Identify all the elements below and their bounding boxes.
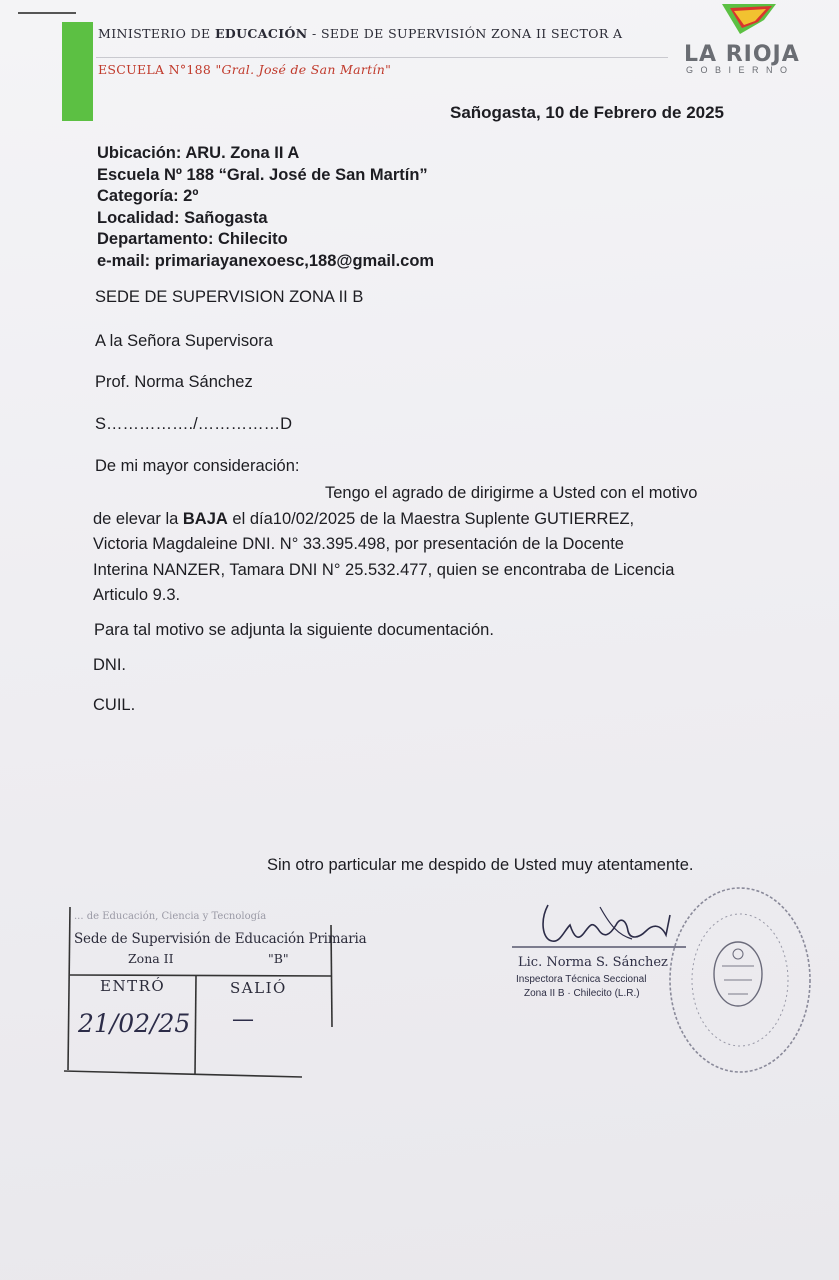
salutation: De mi mayor consideración: <box>95 457 300 475</box>
signer-name: Lic. Norma S. Sánchez <box>518 955 668 970</box>
closing-line: Sin otro particular me despido de Usted muy atentamente. <box>267 856 694 874</box>
logo-subtitle: GOBIERNO <box>686 65 795 75</box>
body-line-5: Articulo 9.3. <box>93 586 181 605</box>
body-line-1: Tengo el agrado de dirigirme a Usted con el motivo <box>325 484 698 502</box>
body-line-2c: el día10/02/2025 de la Maestra Suplente GUTIERREZ, <box>227 509 635 528</box>
ministry-header <box>98 26 622 41</box>
attachments-intro: Para tal motivo se adjunta la siguiente documentación. <box>94 621 494 639</box>
stamp-zona-left: Zona II <box>128 951 174 966</box>
header-rule <box>96 57 668 58</box>
school-header <box>98 62 391 77</box>
stamp-zona-right: "B" <box>268 951 289 966</box>
info-departamento: Departamento: Chilecito <box>97 230 288 249</box>
logo-text: LA RIOJA <box>684 42 800 67</box>
attachment-dni: DNI. <box>93 656 126 674</box>
recipient-office: SEDE DE SUPERVISION ZONA II B <box>95 288 364 306</box>
ministry-prefix: MINISTERIO DE <box>98 26 215 41</box>
letterhead-green-bar <box>62 22 93 121</box>
official-round-seal-icon <box>662 870 817 1080</box>
ministry-bold: EDUCACIÓN <box>214 26 308 41</box>
ministry-rest: - SEDE DE SUPERVISIÓN ZONA II SECTOR A <box>307 26 623 41</box>
body-line-4: Interina NANZER, Tamara DNI N° 25.532.477, quien se encontraba de Licencia <box>93 560 675 579</box>
body-line-2a: de elevar la <box>93 509 183 528</box>
signer-zone: Zona II B · Chilecito (L.R.) <box>524 988 640 999</box>
recipient-name: Prof. Norma Sánchez <box>95 373 253 391</box>
signer-role: Inspectora Técnica Seccional <box>516 974 647 985</box>
info-localidad: Localidad: Sañogasta <box>97 208 268 227</box>
letter-date: Sañogasta, 10 de Febrero de 2025 <box>450 103 725 122</box>
stamp-entro-label: ENTRÓ <box>100 977 166 995</box>
stamp-entro-date: 21/02/25 <box>78 1009 191 1038</box>
info-email: e-mail: primariayanexoesc,188@gmail.com <box>97 251 435 270</box>
stamp-salio-value: — <box>232 1007 254 1032</box>
body-line-3: Victoria Magdaleine DNI. N° 33.395.498, por presentación de la Docente <box>93 535 624 554</box>
letter-body <box>93 481 753 609</box>
stamp-faint-line: ... de Educación, Ciencia y Tecnología <box>74 911 267 922</box>
stamp-office: Sede de Supervisión de Educación Primaria <box>74 931 367 947</box>
top-rule <box>18 12 76 14</box>
sd-line: S……………./……………D <box>95 415 293 433</box>
attachment-cuil: CUIL. <box>93 696 136 714</box>
school-info-block <box>97 143 434 273</box>
info-categoria: Categoría: 2º <box>97 187 199 206</box>
info-escuela: Escuela Nº 188 “Gral. José de San Martín” <box>97 165 428 184</box>
received-stamp <box>60 905 367 1085</box>
school-name: "Gral. José de San Martín" <box>215 62 392 77</box>
stamp-salio-label: SALIÓ <box>230 979 287 997</box>
info-ubicacion: Ubicación: ARU. Zona II A <box>97 144 300 162</box>
body-line-2 <box>93 507 753 533</box>
body-baja: BAJA <box>182 509 228 528</box>
school-prefix: ESCUELA N°188 <box>98 62 216 77</box>
recipient-title: A la Señora Supervisora <box>95 332 273 350</box>
